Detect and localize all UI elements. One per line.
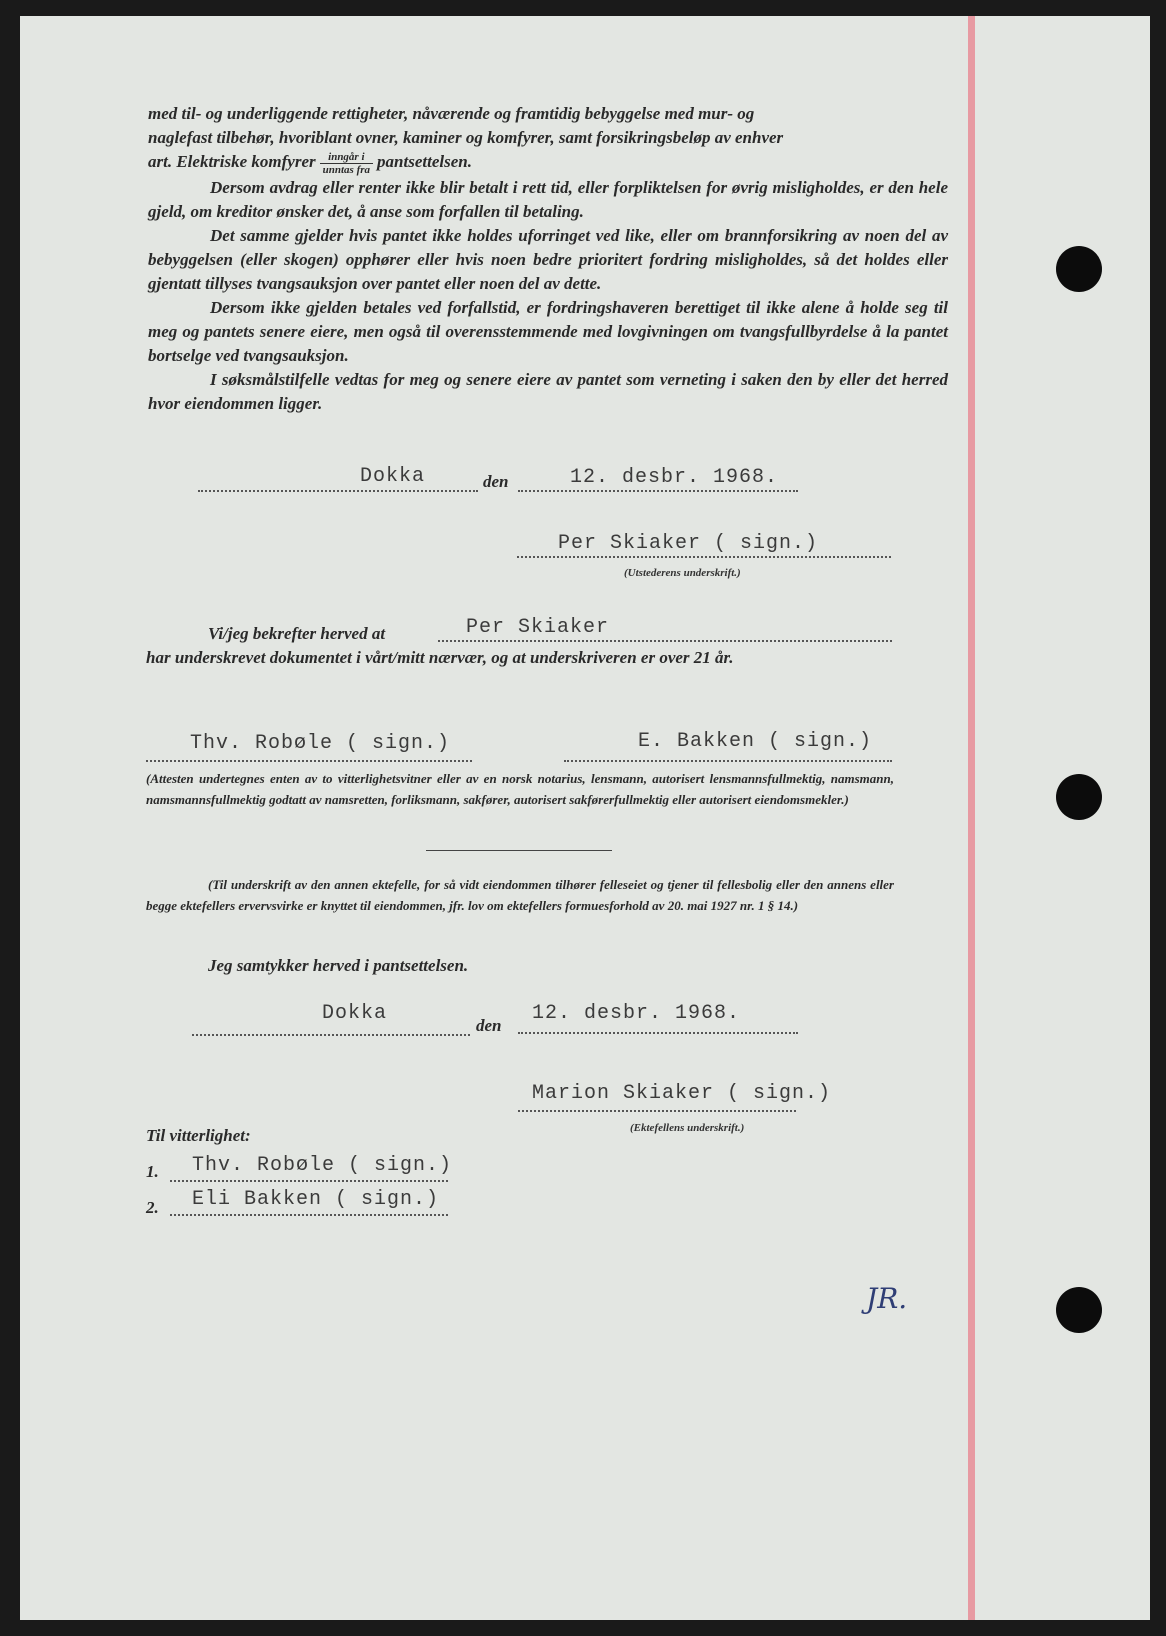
witness-2-signature: Eli Bakken ( sign.) <box>192 1188 440 1211</box>
spouse-note: (Til underskrift av den annen ektefelle, for så vidt eiendommen tilhører felleseiet og tjener til fellesbolig eller den annens eller begge ektefellers ervervsvirke er knyttet til eiendommen, jfr. lov om ektefellers formuesforhold av 20. mai 1927 nr. 1 § 14.) <box>146 877 894 913</box>
witness-a-signature: Thv. Robøle ( sign.) <box>190 732 451 755</box>
default-clause: Dersom avdrag eller renter ikke blir betalt i rett tid, eller forpliktelsen for øvrig misligholdes, er den hele gjeld, om kreditor ønsker det, å anse som forfallen til betaling. <box>148 177 948 221</box>
den-label-1: den <box>483 472 509 491</box>
place-line-1 <box>198 490 478 492</box>
date-value-2: 12. desbr. 1968. <box>532 1002 741 1025</box>
date-value-1: 12. desbr. 1968. <box>570 466 779 489</box>
confirm-prefix: Vi/jeg bekrefter herved at <box>208 624 386 643</box>
date-line-2 <box>518 1032 798 1034</box>
witness-1-number: 1. <box>146 1162 159 1181</box>
margin-red-line <box>968 16 975 1620</box>
confirm-name: Per Skiaker <box>466 616 610 639</box>
witness-2-line <box>170 1214 448 1216</box>
intro-line-3: art. Elektriske komfyrer $\frac{\text{inngår i}}{\text{unntas fra}}$ pantsettelsen. <box>148 150 472 176</box>
pledge-terms-text <box>148 102 948 416</box>
place-line-2 <box>192 1034 470 1036</box>
witness-heading: Til vitterlighet: <box>146 1126 251 1145</box>
spouse-signature: Marion Skiaker ( sign.) <box>532 1082 832 1105</box>
attest-note: (Attesten undertegnes enten av to vitterlighetsvitner eller av en norsk notarius, lensmann, autorisert lensmannsfullmektig, namsmann, namsmannsfullmektig godtatt av namsretten, forliksmann, sakfører, autorisert sakførerfullmektig eller autorisert eiendomsmekler.) <box>146 771 894 807</box>
venue-clause: I søksmålstilfelle vedtas for meg og senere eiere av pantet som verneting i saken den by eller det herred hvor eiendommen ligger. <box>148 369 948 413</box>
consent-text: Jeg samtykker herved i pantsettelsen. <box>208 956 469 975</box>
punch-hole <box>1056 246 1102 292</box>
witness-2-number: 2. <box>146 1198 159 1217</box>
separator-rule <box>426 850 612 851</box>
punch-hole <box>1056 774 1102 820</box>
witness-1-signature: Thv. Robøle ( sign.) <box>192 1154 453 1177</box>
date-line-1 <box>518 490 798 492</box>
witness-b-line <box>564 760 892 762</box>
intro-line-2: naglefast tilbehør, hvoriblant ovner, kaminer og komfyrer, samt forsikringsbeløp av enhver <box>148 128 784 147</box>
maintenance-clause: Det samme gjelder hvis pantet ikke holdes uforringet ved like, eller om brannforsikring av noen del av bebyggelsen (eller skogen) opphører eller hvis noen bedre prioritert fordring misligholdes, så det holdes eller gjentatt tillyses tvangsauksjon over pantet eller noen del av dette. <box>148 225 948 293</box>
due-clause: Dersom ikke gjelden betales ved forfallstid, er fordringshaveren berettiget til ikke alene å holde seg til meg og pantets senere eiere, men også til overensstemmende med lovgivningen om tvangsfullbyrdelse å la pantet bortselge ved tvangsauksjon. <box>148 297 948 365</box>
confirm-name-line <box>438 640 892 642</box>
den-label-2: den <box>476 1016 502 1035</box>
place-value-2: Dokka <box>322 1002 388 1025</box>
handwritten-initials: JR. <box>866 1282 908 1315</box>
intro-line-1: med til- og underliggende rettigheter, nåværende og framtidig bebyggelse med mur- og <box>148 104 755 123</box>
issuer-caption: (Utstederens underskrift.) <box>624 567 741 579</box>
witness-1-line <box>170 1180 448 1182</box>
cooker-fraction: $\frac{\text{inngår i}}{\text{unntas fra}}$ <box>320 151 373 176</box>
witness-b-signature: E. Bakken ( sign.) <box>638 730 873 753</box>
confirm-suffix: har underskrevet dokumentet i vårt/mitt nærvær, og at underskriveren er over 21 år. <box>146 648 734 667</box>
punch-hole <box>1056 1287 1102 1333</box>
document-page <box>20 16 1150 1620</box>
spouse-caption: (Ektefellens underskrift.) <box>630 1122 745 1134</box>
spouse-signature-line <box>518 1110 796 1112</box>
issuer-signature: Per Skiaker ( sign.) <box>558 532 819 555</box>
place-value-1: Dokka <box>360 465 426 488</box>
issuer-signature-line <box>517 556 891 558</box>
witness-a-line <box>146 760 472 762</box>
